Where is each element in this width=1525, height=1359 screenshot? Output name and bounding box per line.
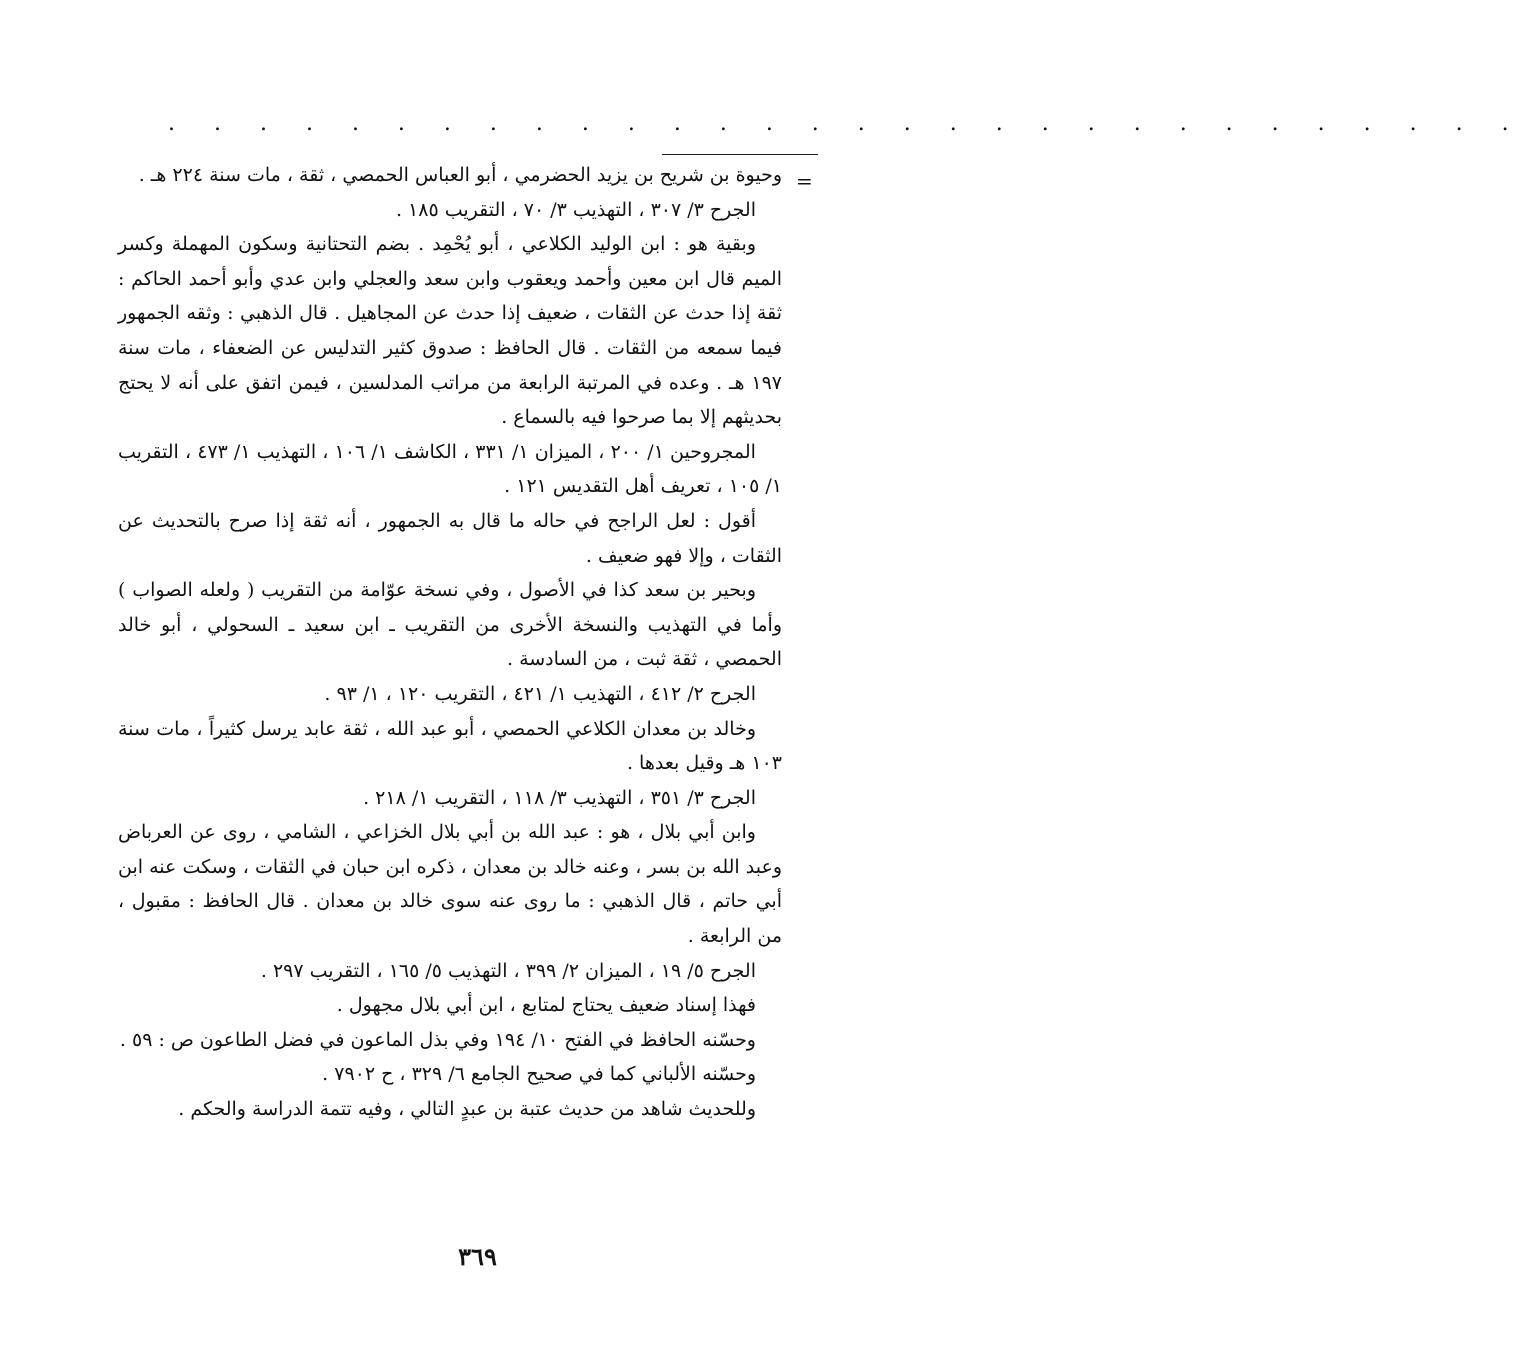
paragraph: وبحير بن سعد كذا في الأصول ، وفي نسخة عوّامة من التقريب ( ولعله الصواب ) وأما في التهذيب والنسخة الأخرى من التقريب ـ ابن سعيد ـ السحولي ، أبو خالد الحمصي ، ثقة ثبت ، من السادسة . xyxy=(118,579,782,671)
paragraph: الجرح ٢/ ٤١٢ ، التهذيب ١/ ٤٢١ ، التقريب ١٢٠ ، ١/ ٩٣ . xyxy=(324,682,756,705)
paragraph: وحسّنه الألباني كما في صحيح الجامع ٦/ ٣٢٩ ، ح ٧٩٠٢ . xyxy=(322,1063,756,1086)
paragraph: الجرح ٣/ ٣٥١ ، التهذيب ٣/ ١١٨ ، التقريب ١/ ٢١٨ . xyxy=(363,786,756,809)
paragraph: أقول : لعل الراجح في حاله ما قال به الجمهور ، أنه ثقة إذا صرح بالتحديث عن الثقات ، وإلا فهو ضعيف . xyxy=(118,509,782,567)
footnote-body xyxy=(118,158,782,1127)
paragraph: فهذا إسناد ضعيف يحتاج لمتابع ، ابن أبي بلال مجهول . xyxy=(336,994,756,1017)
continuation-mark: = xyxy=(796,169,813,193)
paragraph: وبقية هو : ابن الوليد الكلاعي ، أبو يُحْمِد . بضم التحتانية وسكون المهملة وكسر الميم قال ابن معين وأحمد ويعقوب وابن سعد والعجلي وابن عدي وأبو أحمد الحاكم : ثقة إذا حدث عن الثقات ، ضعيف إذا حدث عن المجاهيل . قال الذهبي : وثقه الجمهور فيما سمعه من الثقات . قال الحافظ : صدوق كثير التدليس عن الضعفاء ، مات سنة ١٩٧ هـ . وعده في المرتبة الرابعة من مراتب المدلسين ، فيمن اتفق على أنه لا يحتج بحديثهم إلا بما صرحوا فيه بالسماع . xyxy=(118,233,783,429)
paragraph: المجروحين ١/ ٢٠٠ ، الميزان ١/ ٣٣١ ، الكاشف ١/ ١٠٦ ، التهذيب ١/ ٤٧٣ ، التقريب ١/ ١٠٥ ، تعريف أهل التقديس ١٢١ . xyxy=(118,440,782,498)
paragraph: وخالد بن معدان الكلاعي الحمصي ، أبو عبد الله ، ثقة عابد يرسل كثيراً ، مات سنة ١٠٣ هـ وقيل بعدها . xyxy=(118,717,782,775)
paragraph: وللحديث شاهد من حديث عتبة بن عبدٍ التالي ، وفيه تتمة الدراسة والحكم . xyxy=(178,1098,756,1121)
paragraph: وحسّنه الحافظ في الفتح ١٠/ ١٩٤ وفي بذل الماعون في فضل الطاعون ص : ٥٩ . xyxy=(119,1028,756,1051)
paragraph: وابن أبي بلال ، هو : عبد الله بن أبي بلال الخزاعي ، الشامي ، روى عن العرباض وعبد الله بن بسر ، وعنه خالد بن معدان ، ذكره ابن حبان في الثقات ، وسكت عنه ابن أبي حاتم ، قال الذهبي : ما روى عنه سوى خالد بن معدان . قال الحافظ : مقبول ، من الرابعة . xyxy=(118,821,782,948)
page-number: ٣٦٩ xyxy=(458,1242,497,1271)
top-dotted-line: . . . . . . . . . . . . . . . . . . . . . . . . . . . . . . xyxy=(168,111,1525,136)
footnote-separator xyxy=(662,154,818,155)
paragraph: الجرح ٣/ ٣٠٧ ، التهذيب ٣/ ٧٠ ، التقريب ١٨٥ . xyxy=(395,198,756,221)
paragraph: الجرح ٥/ ١٩ ، الميزان ٢/ ٣٩٩ ، التهذيب ٥/ ١٦٥ ، التقريب ٢٩٧ . xyxy=(260,959,756,982)
paragraph: وحيوة بن شريح بن يزيد الحضرمي ، أبو العباس الحمصي ، ثقة ، مات سنة ٢٢٤ هـ . xyxy=(138,164,782,186)
